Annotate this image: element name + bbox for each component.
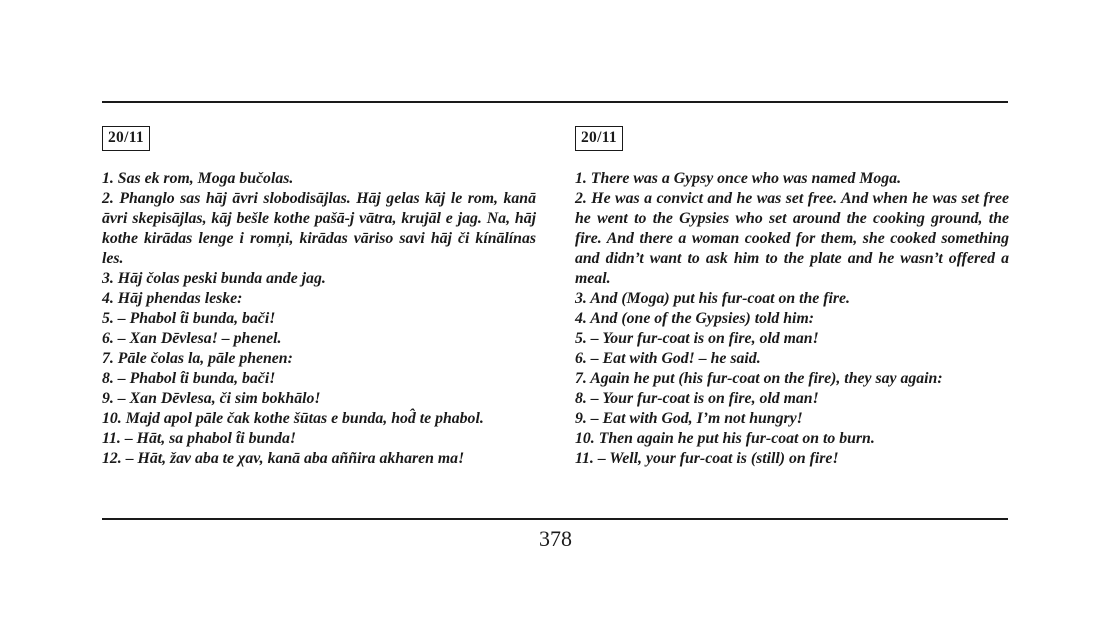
text-line: 5. – Your fur-coat is on fire, old man! [575,330,819,347]
text-line: 7. Again he put (his fur-coat on the fire), they say again: [575,370,943,387]
text-line: 2. Phanglo sas hāj āvri slobodisājlas. Hāj gelas kāj le rom, kanā āvri skepisājlas, kāj bešle kothe pašā-j vātra, krujāl e jag. Na, hāj kothe kirādas lenge i romņi, kirādas vāriso savi hāj či kínālínas les. [102,190,536,267]
text-line: 3. And (Moga) put his fur-coat on the fire. [575,290,851,307]
text-line: 7. Pāle čolas la, pāle phenen: [102,350,293,367]
text-line: 12. – Hāt, žav aba te χav, kanā aba aññira akharen ma! [102,450,465,467]
romani-text-column [102,126,536,469]
text-line: 9. – Xan Dēvlesa, či sim bokhālo! [102,390,321,407]
page-number: 378 [539,526,572,551]
bottom-rule [102,518,1008,520]
romani-lines [102,169,536,469]
text-line: 6. – Xan Dēvlesa! – phenel. [102,330,282,347]
text-line: 11. – Well, your fur-coat is (still) on fire! [575,450,839,467]
text-line: 8. – Phabol t̂i bunda, bači! [102,370,276,387]
english-lines [575,169,1009,469]
english-translation-column [575,126,1009,469]
text-line: 8. – Your fur-coat is on fire, old man! [575,390,819,407]
text-line: 10. Majd apol pāle čak kothe šūtas e bunda, hod̂ te phabol. [102,410,484,427]
text-line: 11. – Hāt, sa phabol t̂i bunda! [102,430,296,447]
text-line: 9. – Eat with God, I’m not hungry! [575,410,803,427]
text-line: 1. Sas ek rom, Moga bučolas. [102,170,294,187]
text-line: 3. Hāj čolas peski bunda ande jag. [102,270,326,287]
text-line: 4. Hāj phendas leske: [102,290,243,307]
text-line: 4. And (one of the Gypsies) told him: [575,310,814,327]
text-id-label: 20/11 [102,126,150,151]
text-line: 6. – Eat with God! – he said. [575,350,761,367]
text-id-label: 20/11 [575,126,623,151]
text-line: 1. There was a Gypsy once who was named Moga. [575,170,902,187]
text-line: 10. Then again he put his fur-coat on to burn. [575,430,875,447]
text-line: 2. He was a convict and he was set free. And when he was set free he went to the Gypsies who set around the cooking ground, the fire. And there a woman cooked for them, she cooked something and didn’t want to ask him to the plate and he wasn’t offered a meal. [575,190,1009,287]
text-line: 5. – Phabol t̂i bunda, bači! [102,310,276,327]
top-rule [102,101,1008,103]
